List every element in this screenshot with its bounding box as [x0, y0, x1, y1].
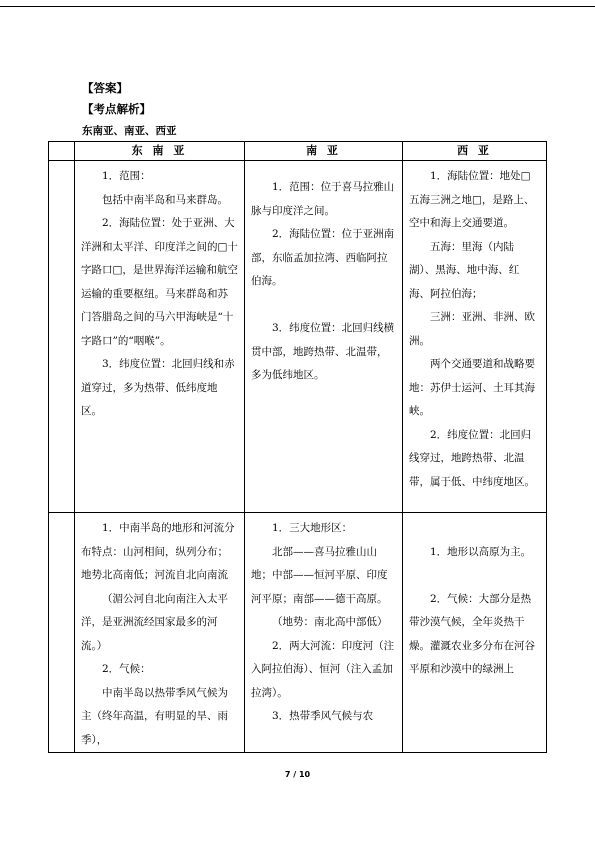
cell-southeast-asia-physical: [75, 513, 245, 753]
text-line: 1．中南半岛的地形和河流分布特点：山河相间，纵列分布；地势北高南低；河流自北向南流: [81, 522, 235, 581]
text-line: 2．纬度位置：北回归线穿过，地跨热带、北温带，属于低、中纬度地区。: [409, 428, 535, 488]
cell-south-asia-physical: [245, 513, 403, 753]
text-line: 三洲：亚洲、非洲、欧洲。: [409, 311, 535, 347]
header-south-asia: 南 亚: [245, 142, 403, 161]
table-row: [49, 161, 547, 513]
text-line: 2．海陆位置：位于亚洲南部，东临孟加拉湾、西临阿拉伯海。: [251, 228, 395, 287]
text-line: 1．海陆位置：地处□五海三洲之地□，是路上、空中和海上交通要道。: [409, 170, 535, 229]
comparison-table: [48, 141, 547, 753]
text-line: 五海：里海（内陆湖）、黑海、地中海、红海、阿拉伯海；: [409, 240, 520, 300]
header-west-asia: 西 亚: [403, 142, 547, 161]
text-line: 1．地形以高原为主。: [430, 545, 532, 558]
text-line: 2．气候：: [102, 663, 151, 675]
text-line: （湄公河自北向南注入太平洋，是亚洲流经国家最多的河流。）: [81, 592, 228, 652]
text-line: 2．海陆位置：处于亚洲、大洋洲和太平洋、印度洋之间的□十字路口□，是世界海洋运输和航空运输的重要枢纽。马来群岛和苏门答腊岛之间的马六甲海峡是“十字路口”的“咽喉”。: [81, 217, 238, 347]
text-line: 3．纬度位置：北回归线和赤道穿过，多为热带、低纬度地区。: [81, 358, 235, 417]
cell-west-asia-physical: [403, 513, 547, 753]
text-line: 2．两大河流：印度河（注入阿拉伯海）、恒河（注入孟加拉湾）。: [251, 639, 395, 699]
text-line: 两个交通要道和战略要地：苏伊士运河、土耳其海峡。: [409, 358, 535, 417]
section-title: 东南亚、南亚、西亚: [82, 125, 177, 137]
text-line: 1．范围：: [102, 170, 151, 182]
header-southeast-asia: 东 南 亚: [75, 142, 245, 161]
analysis-heading: 【考点解析】: [82, 102, 151, 116]
row-label-cell: [49, 161, 75, 513]
text-line: 中南半岛以热带季风气候为主（终年高温，有明显的旱、雨季），: [81, 686, 228, 746]
cell-west-asia-location: [403, 161, 547, 513]
text-line: 包括中南半岛和马来群岛。: [102, 193, 228, 206]
text-line: 3．热带季风气候与农: [272, 710, 374, 722]
header-blank-cell: [49, 142, 75, 161]
page-number: 7 / 10: [284, 770, 311, 779]
text-line: 3．纬度位置：北回归线横贯中部，地跨热带、北温带，多为低纬地区。: [251, 322, 395, 381]
table-header-row: [49, 142, 547, 161]
text-line: （地势：南北高中部低）: [272, 616, 388, 628]
text-line: 1．范围：位于喜马拉雅山脉与印度洋之间。: [251, 181, 395, 217]
text-line: 北部——喜马拉雅山山地；中部——恒河平原、印度河平原；南部——德干高原。: [251, 545, 388, 605]
header-rule: [0, 6, 595, 7]
text-line: 2．气候：大部分是热带沙漠气候，全年炎热干燥。灌溉农业多分布在河谷平原和沙漠中的绿洲上: [409, 592, 535, 675]
row-label-cell: [49, 513, 75, 753]
cell-southeast-asia-location: [75, 161, 245, 513]
text-line: 1．三大地形区：: [272, 522, 353, 534]
cell-south-asia-location: [245, 161, 403, 513]
answer-heading: 【答案】: [82, 81, 128, 95]
table-row: [49, 513, 547, 753]
